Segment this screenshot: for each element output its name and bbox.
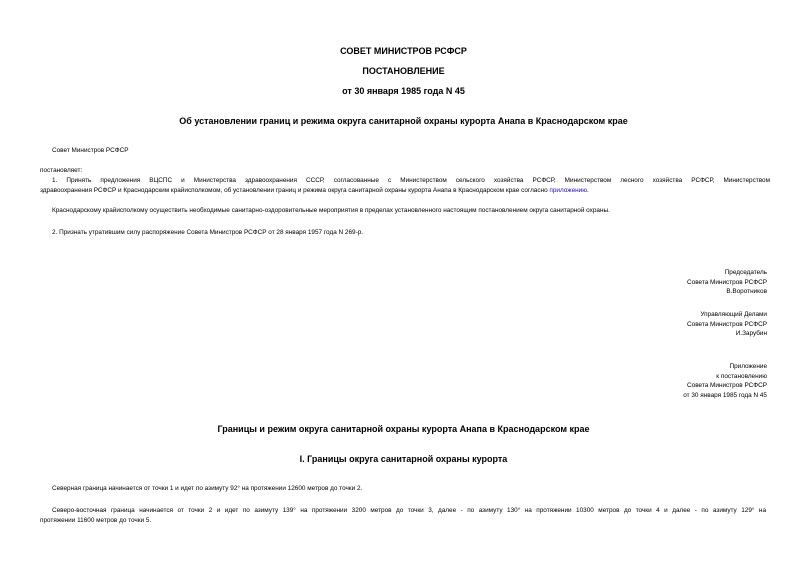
signature-org: Совета Министров РСФСР [687, 278, 767, 286]
document-date-number: от 30 января 1985 года N 45 [342, 86, 465, 96]
signature-manager [547, 310, 767, 339]
appendix-ref-line: Совета Министров РСФСР [687, 382, 767, 389]
intro-text: Совет Министров РСФСР [52, 147, 129, 154]
appendix-ref-line: от 30 января 1985 года N 45 [683, 391, 767, 399]
document-type: ПОСТАНОВЛЕНИЕ [362, 66, 445, 76]
item1-subparagraph: Краснодарскому крайисполкому осуществить необходимые санитарно-оздоровительные мероприятия в пределах установленного настоящим постановлением округа санитарной охраны. [52, 207, 610, 214]
signature-position: Председатель [724, 269, 767, 276]
appendix-ref-line: к постановлению [716, 372, 767, 380]
signature-name: И.Зарубин [735, 330, 767, 337]
appendix-paragraph-2-line2: протяжении 11600 метров до точки 5. [40, 517, 152, 524]
item1-end: . [587, 187, 589, 194]
section1-title: I. Границы округа санитарной охраны курорта [299, 454, 508, 464]
signature-position: Управляющий Делами [700, 311, 767, 318]
signature-chairman [547, 268, 767, 297]
organization-title: СОВЕТ МИНИСТРОВ РСФСР [340, 46, 467, 56]
item1-text: здравоохранения РСФСР и Краснодарским крайисполкомом, об установлении границ и режима округа санитарной охраны курорта Анапа в Краснодарском крае согласно [40, 187, 550, 194]
appendix-ref-line: Приложение [729, 363, 767, 370]
document-title: Об установлении границ и режима округа санитарной охраны курорта Анапа в Краснодарском крае [179, 116, 628, 126]
resolves-text: постановляет: [40, 167, 83, 174]
item2-text: 2. Признать утратившим силу распоряжение Совета Министров РСФСР от 28 января 1957 года N 269-р. [52, 229, 364, 236]
appendix-paragraph-1: Северная граница начинается от точки 1 и идет по азимуту 92° на протяжении 12600 метров до точки 2. [52, 485, 363, 492]
appendix-paragraph-2-line1: Северо-восточная граница начинается от точки 2 и идет по азимуту 139° на протяжении 3200 метров до точки 3, далее - по азимуту 130° на протяжении 10300 метров до точки 4 и далее - по азимуту 129° на [52, 507, 766, 514]
appendix-reference [547, 362, 767, 400]
appendix-title: Границы и режим округа санитарной охраны курорта Анапа в Краснодарском крае [217, 424, 590, 434]
item1-line1: 1. Принять предложения ВЦСПС и Министерства здравоохранения СССР, согласованные с Министерством сельского хозяйства РСФСР, Министерством лесного хозяйства РСФСР, Министерством [52, 177, 770, 184]
signature-name: В.Воротников [726, 288, 767, 295]
appendix-link[interactable]: приложению [549, 187, 588, 194]
item1-line2 [40, 186, 589, 196]
signature-org: Совета Министров РСФСР [687, 320, 767, 328]
